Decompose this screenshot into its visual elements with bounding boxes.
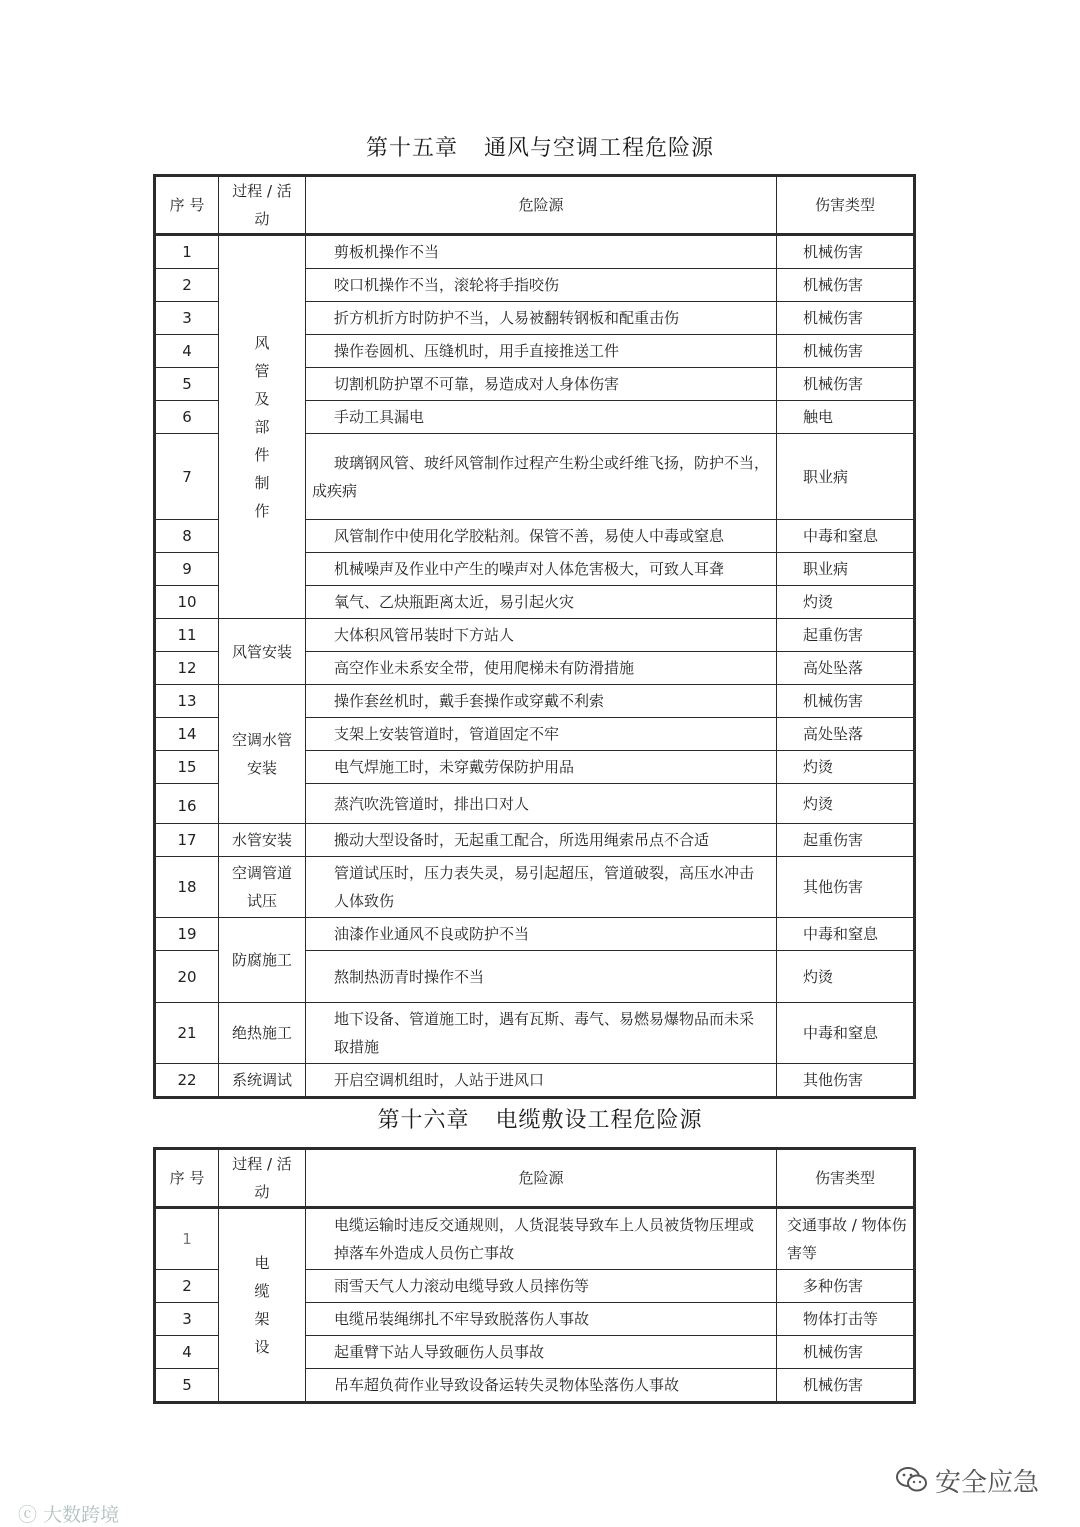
chapter15-title-number: 第十五章 <box>365 136 458 161</box>
hazard-cell: 机械噪声及作业中产生的噪声对人体危害极大，可致人耳聋 <box>306 553 777 586</box>
injury-type-cell: 交通事故 / 物体伤害等 <box>777 1208 915 1270</box>
process-cell: 风管及部件制作 <box>219 235 306 619</box>
chapter16-title <box>0 1103 1080 1134</box>
hazard-cell: 搬动大型设备时，无起重工配合，所选用绳索吊点不合适 <box>306 824 777 857</box>
injury-type-cell: 中毒和窒息 <box>777 1003 915 1064</box>
chapter15-title <box>0 131 1080 162</box>
row-no: 13 <box>155 685 219 718</box>
process-cell: 绝热施工 <box>219 1003 306 1064</box>
injury-type-cell: 其他伤害 <box>777 857 915 918</box>
injury-type-cell: 灼烫 <box>777 751 915 784</box>
row-no: 22 <box>155 1064 219 1098</box>
header-type: 伤害类型 <box>777 1149 915 1208</box>
hazard-cell: 起重臂下站人导致砸伤人员事故 <box>306 1336 777 1369</box>
header-no: 序 号 <box>155 1149 219 1208</box>
row-no: 12 <box>155 652 219 685</box>
injury-type-cell: 物体打击等 <box>777 1303 915 1336</box>
chapter16-title-text: 电缆敷设工程危险源 <box>495 1108 703 1133</box>
watermark-left <box>18 1500 119 1527</box>
row-no: 4 <box>155 1336 219 1369</box>
hazard-cell: 剪板机操作不当 <box>306 235 777 269</box>
process-cell: 系统调试 <box>219 1064 306 1098</box>
chapter16-title-number: 第十六章 <box>377 1108 470 1133</box>
process-cell: 空调管道试压 <box>219 857 306 918</box>
row-no: 1 <box>155 1208 219 1270</box>
injury-type-cell: 其他伤害 <box>777 1064 915 1098</box>
injury-type-cell: 灼烫 <box>777 951 915 1003</box>
row-no: 3 <box>155 302 219 335</box>
chapter15-table <box>153 174 916 1099</box>
row-no: 8 <box>155 520 219 553</box>
injury-type-cell: 机械伤害 <box>777 335 915 368</box>
table-row <box>155 235 915 269</box>
hazard-cell: 雨雪天气人力滚动电缆导致人员摔伤等 <box>306 1270 777 1303</box>
header-type: 伤害类型 <box>777 176 915 235</box>
injury-type-cell: 机械伤害 <box>777 1369 915 1403</box>
row-no: 5 <box>155 368 219 401</box>
injury-type-cell: 机械伤害 <box>777 235 915 269</box>
header-process: 过程 / 活动 <box>219 1149 306 1208</box>
row-no: 14 <box>155 718 219 751</box>
injury-type-cell: 高处坠落 <box>777 718 915 751</box>
row-no: 4 <box>155 335 219 368</box>
row-no: 18 <box>155 857 219 918</box>
injury-type-cell: 高处坠落 <box>777 652 915 685</box>
hazard-cell: 电气焊施工时，未穿戴劳保防护用品 <box>306 751 777 784</box>
row-no: 17 <box>155 824 219 857</box>
table-row <box>155 918 915 951</box>
hazard-cell: 吊车超负荷作业导致设备运转失灵物体坠落伤人事故 <box>306 1369 777 1403</box>
row-no: 19 <box>155 918 219 951</box>
process-cell: 水管安装 <box>219 824 306 857</box>
hazard-cell: 切割机防护罩不可靠，易造成对人身体伤害 <box>306 368 777 401</box>
hazard-cell: 操作套丝机时，戴手套操作或穿戴不利索 <box>306 685 777 718</box>
hazard-cell: 咬口机操作不当，滚轮将手指咬伤 <box>306 269 777 302</box>
hazard-cell: 熬制热沥青时操作不当 <box>306 951 777 1003</box>
watermark-icon: ⓒ <box>18 1504 38 1526</box>
injury-type-cell: 多种伤害 <box>777 1270 915 1303</box>
hazard-cell: 折方机折方时防护不当，人易被翻转钢板和配重击伤 <box>306 302 777 335</box>
hazard-cell: 蒸汽吹洗管道时，排出口对人 <box>306 784 777 824</box>
chapter15-title-text: 通风与空调工程危险源 <box>484 136 715 161</box>
hazard-cell: 地下设备、管道施工时，遇有瓦斯、毒气、易燃易爆物品而未采取措施 <box>306 1003 777 1064</box>
header-no: 序 号 <box>155 176 219 235</box>
hazard-cell: 氧气、乙炔瓶距离太近，易引起火灾 <box>306 586 777 619</box>
wechat-icon <box>895 1465 929 1502</box>
hazard-cell: 手动工具漏电 <box>306 401 777 434</box>
header-hazard: 危险源 <box>306 1149 777 1208</box>
row-no: 2 <box>155 269 219 302</box>
row-no: 5 <box>155 1369 219 1403</box>
table-header-row <box>155 1149 915 1208</box>
hazard-cell: 油漆作业通风不良或防护不当 <box>306 918 777 951</box>
hazard-cell: 风管制作中使用化学胶粘剂。保管不善，易使人中毒或窒息 <box>306 520 777 553</box>
row-no: 7 <box>155 434 219 520</box>
watermark-text: 大数跨境 <box>43 1504 120 1526</box>
table-row <box>155 1208 915 1270</box>
injury-type-cell: 灼烫 <box>777 586 915 619</box>
injury-type-cell: 灼烫 <box>777 784 915 824</box>
hazard-cell: 支架上安装管道时，管道固定不牢 <box>306 718 777 751</box>
injury-type-cell: 机械伤害 <box>777 368 915 401</box>
table-row <box>155 619 915 652</box>
table-row <box>155 1003 915 1064</box>
injury-type-cell: 职业病 <box>777 434 915 520</box>
header-process: 过程 / 活动 <box>219 176 306 235</box>
process-cell: 风管安装 <box>219 619 306 685</box>
injury-type-cell: 职业病 <box>777 553 915 586</box>
injury-type-cell: 起重伤害 <box>777 619 915 652</box>
table-row <box>155 1064 915 1098</box>
hazard-cell: 电缆运输时违反交通规则，人货混装导致车上人员被货物压埋或掉落车外造成人员伤亡事故 <box>306 1208 777 1270</box>
row-no: 21 <box>155 1003 219 1064</box>
row-no: 6 <box>155 401 219 434</box>
row-no: 1 <box>155 235 219 269</box>
hazard-cell <box>306 434 777 520</box>
injury-type-cell: 起重伤害 <box>777 824 915 857</box>
row-no: 10 <box>155 586 219 619</box>
injury-type-cell: 中毒和窒息 <box>777 520 915 553</box>
hazard-cell: 大体积风管吊装时下方站人 <box>306 619 777 652</box>
row-no: 2 <box>155 1270 219 1303</box>
injury-type-cell: 机械伤害 <box>777 1336 915 1369</box>
injury-type-cell: 触电 <box>777 401 915 434</box>
row-no: 16 <box>155 784 219 824</box>
hazard-cell: 开启空调机组时，人站于进风口 <box>306 1064 777 1098</box>
process-cell: 电缆架设 <box>219 1208 306 1403</box>
process-cell: 防腐施工 <box>219 918 306 1003</box>
table-row <box>155 824 915 857</box>
row-no: 11 <box>155 619 219 652</box>
injury-type-cell: 中毒和窒息 <box>777 918 915 951</box>
account-name: 安全应急 <box>935 1468 1040 1498</box>
row-no: 15 <box>155 751 219 784</box>
chapter16-table <box>153 1147 916 1404</box>
hazard-line: 成疾病 <box>312 481 358 500</box>
hazard-line: 玻璃钢风管、玻纤风管制作过程产生粉尘或纤维飞扬，防护不当， <box>334 453 770 472</box>
header-hazard: 危险源 <box>306 176 777 235</box>
table-header-row <box>155 176 915 235</box>
row-no: 9 <box>155 553 219 586</box>
hazard-cell: 管道试压时，压力表失灵，易引起超压，管道破裂，高压水冲击人体致伤 <box>306 857 777 918</box>
hazard-cell: 电缆吊装绳绑扎不牢导致脱落伤人事故 <box>306 1303 777 1336</box>
table-row <box>155 857 915 918</box>
row-no: 3 <box>155 1303 219 1336</box>
row-no: 20 <box>155 951 219 1003</box>
injury-type-cell: 机械伤害 <box>777 269 915 302</box>
hazard-cell: 操作卷圆机、压缝机时，用手直接推送工件 <box>306 335 777 368</box>
injury-type-cell: 机械伤害 <box>777 685 915 718</box>
table-row <box>155 685 915 718</box>
process-cell: 空调水管安装 <box>219 685 306 824</box>
injury-type-cell: 机械伤害 <box>777 302 915 335</box>
hazard-cell: 高空作业未系安全带，使用爬梯未有防滑措施 <box>306 652 777 685</box>
account-logo <box>895 1462 1039 1502</box>
